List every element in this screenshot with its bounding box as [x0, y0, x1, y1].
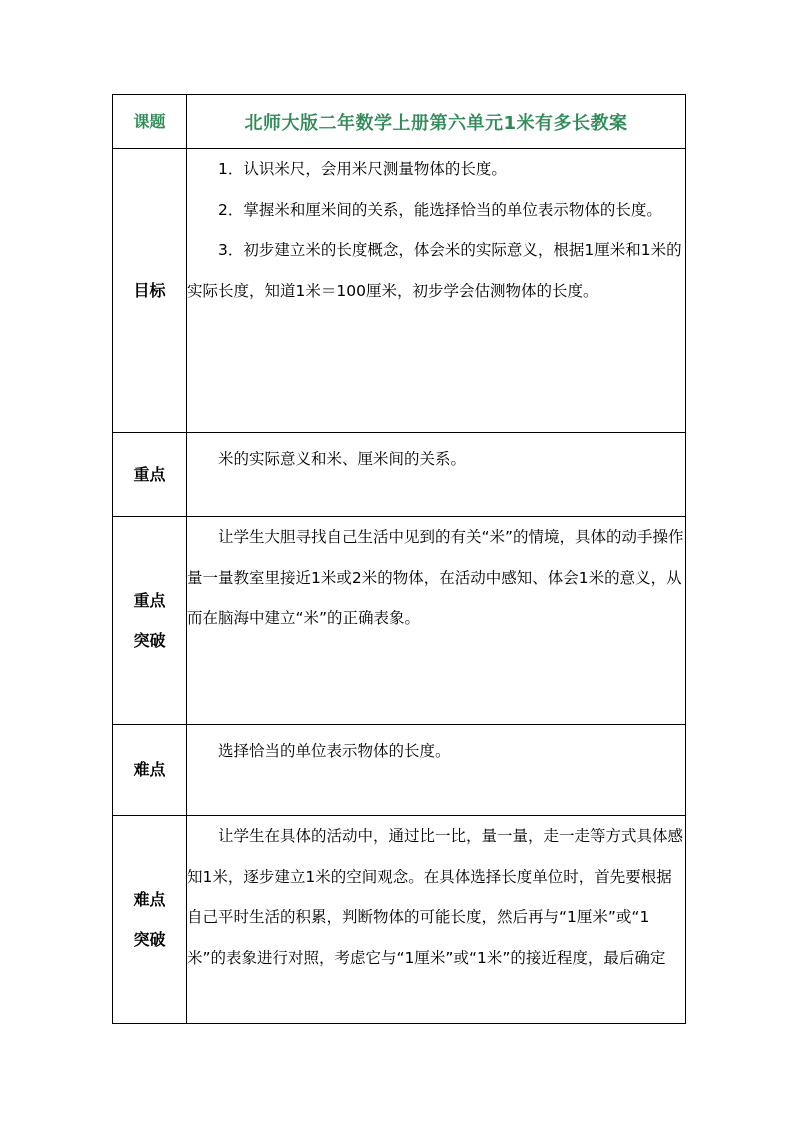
key-break-label [113, 517, 187, 725]
lesson-title: 北师大版二年数学上册第六单元1米有多长教案 [244, 112, 628, 134]
difficulty-label: 难点 [113, 725, 187, 816]
key-break-label-line1: 重点 [133, 590, 166, 610]
diff-break-text: 让学生在具体的活动中，通过比一比，量一量，走一走等方式具体感知1米，逐步建立1米的空间观念。在具体选择长度单位时，首先要根据自己平时生活的积累，判断物体的可能长度，然后再与“1厘米”或“1米”的表象进行对照，考虑它与“1厘米”或“1米”的接近程度，最后确定 [187, 827, 684, 967]
key-break-label-line2: 突破 [133, 630, 166, 650]
diff-break-content [187, 816, 686, 1024]
key-break-content [187, 517, 686, 725]
lesson-plan-table [112, 94, 686, 1024]
key-break-row [113, 517, 686, 725]
goal-item-2: 2．掌握米和厘米间的关系，能选择恰当的单位表示物体的长度。 [218, 200, 662, 219]
key-point-row [113, 433, 686, 517]
difficulty-content [187, 725, 686, 816]
diff-break-label-line2: 突破 [133, 929, 166, 949]
topic-label: 课题 [113, 95, 187, 149]
diff-break-label [113, 816, 187, 1024]
key-point-text: 米的实际意义和米、厘米间的关系。 [218, 450, 467, 468]
diff-break-label-line1: 难点 [133, 889, 166, 909]
title-row [113, 95, 686, 149]
key-point-label: 重点 [113, 433, 187, 517]
goal-label: 目标 [113, 149, 187, 433]
difficulty-row [113, 725, 686, 816]
goal-row [113, 149, 686, 433]
goal-content [187, 149, 686, 433]
goal-item-3: 3．初步建立米的长度概念，体会米的实际意义，根据1厘米和1米的实际长度，知道1米＝100厘米，初步学会估测物体的长度。 [187, 241, 682, 300]
key-point-content [187, 433, 686, 517]
goal-item-1: 1．认识米尺，会用米尺测量物体的长度。 [218, 160, 507, 178]
difficulty-text: 选择恰当的单位表示物体的长度。 [218, 742, 451, 760]
title-cell [187, 95, 686, 149]
diff-break-row [113, 816, 686, 1024]
key-break-text: 让学生大胆寻找自己生活中见到的有关“米”的情境，具体的动手操作量一量教室里接近1米或2米的物体，在活动中感知、体会1米的意义，从而在脑海中建立“米”的正确表象。 [187, 528, 684, 627]
